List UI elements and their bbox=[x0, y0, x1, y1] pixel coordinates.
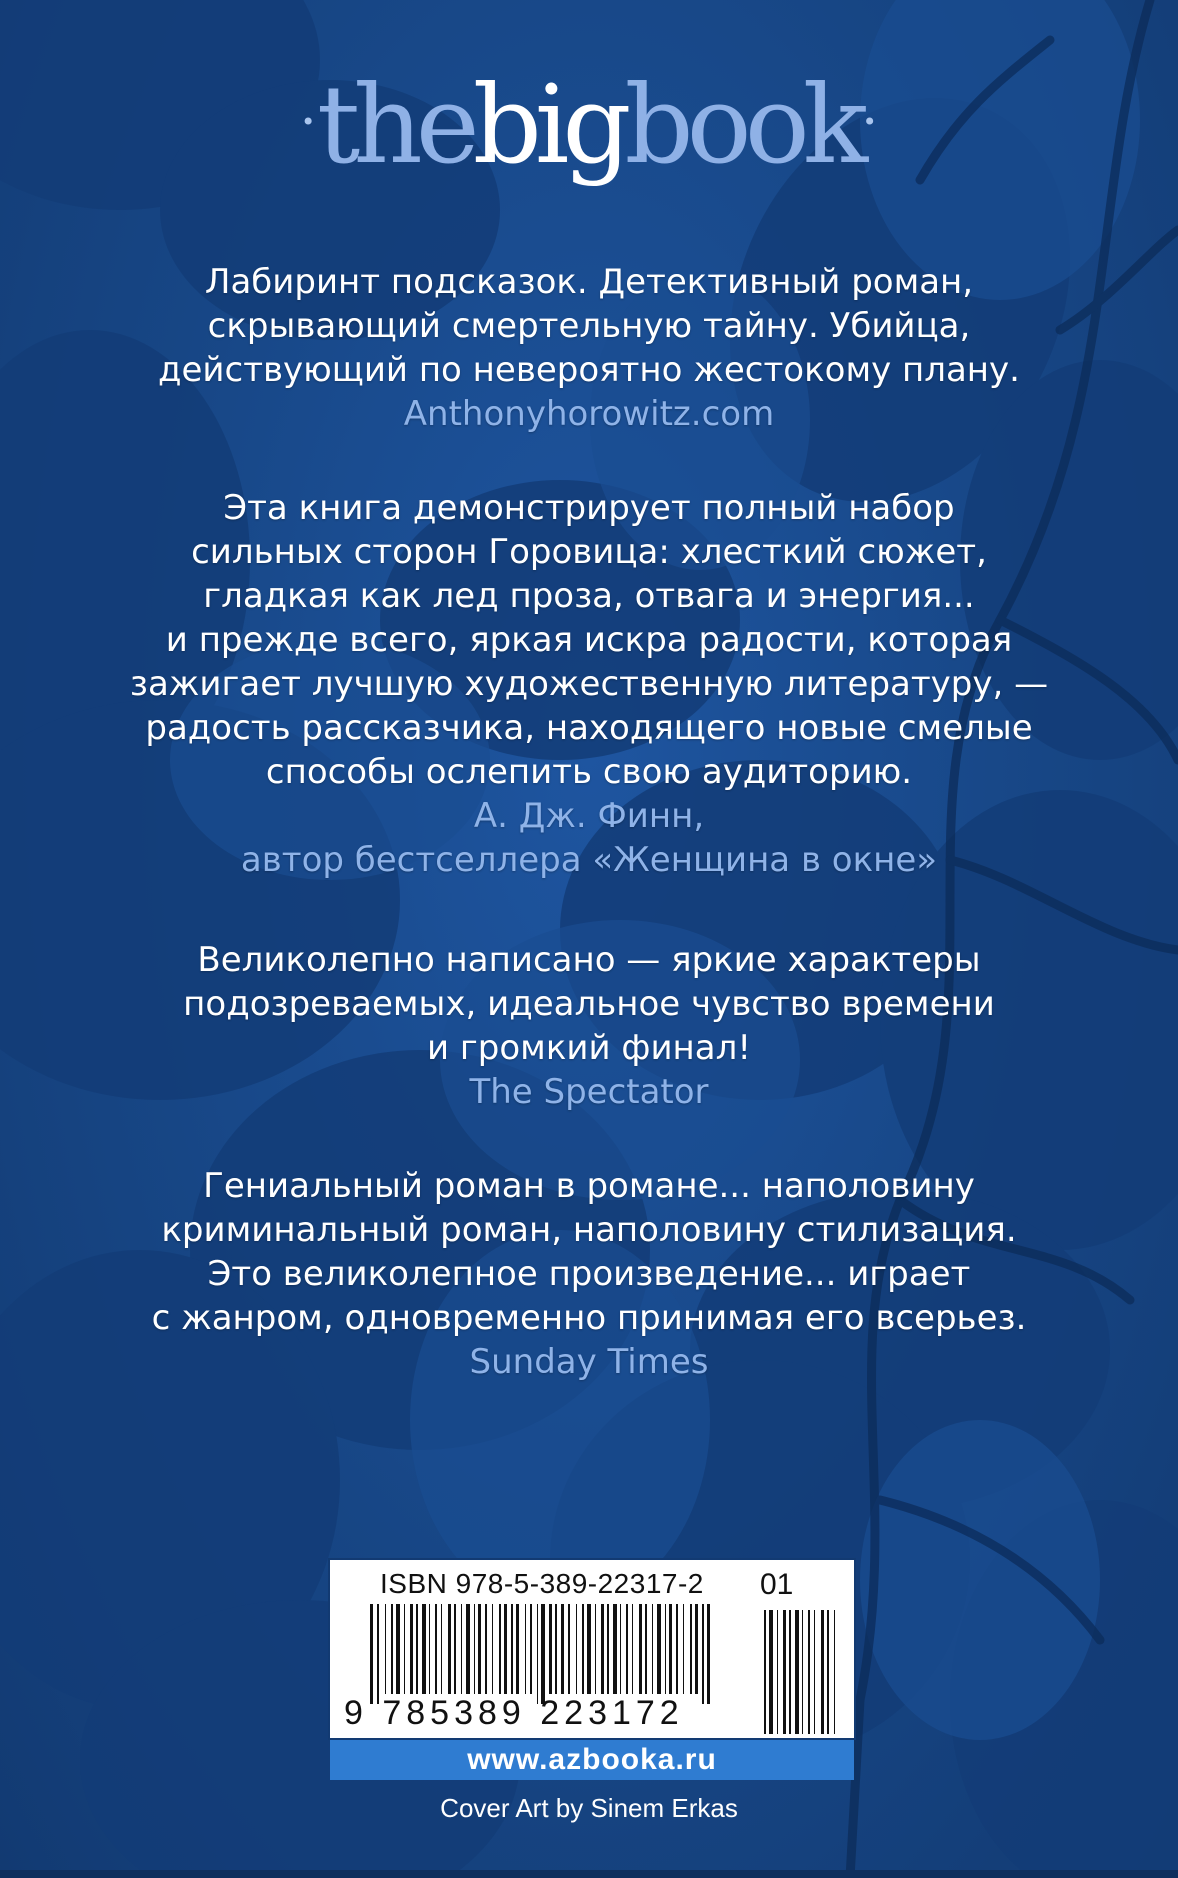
barcode-bar bbox=[377, 1604, 379, 1704]
addon-bar bbox=[827, 1610, 829, 1734]
quote-source: автор бестселлера «Женщина в окне» bbox=[240, 840, 938, 880]
barcode-bar bbox=[676, 1604, 678, 1694]
barcode-bar bbox=[516, 1604, 519, 1694]
barcode-bar bbox=[525, 1604, 526, 1694]
barcode-bar bbox=[582, 1604, 584, 1694]
barcode-bar bbox=[607, 1604, 609, 1694]
barcode-bar bbox=[441, 1604, 442, 1694]
review-quote bbox=[60, 260, 1118, 436]
barcode-bar bbox=[511, 1604, 513, 1694]
addon-bar bbox=[834, 1610, 835, 1734]
addon-bar bbox=[821, 1610, 824, 1734]
quote-line: Лабиринт подсказок. Детективный роман, bbox=[204, 262, 974, 302]
barcode-bar bbox=[652, 1604, 653, 1694]
barcode-bar bbox=[639, 1604, 642, 1694]
quote-line: Эта книга демонстрирует полный набор bbox=[223, 488, 955, 528]
barcode-bar bbox=[632, 1604, 633, 1694]
barcode-bar bbox=[620, 1604, 621, 1694]
barcode-bar bbox=[683, 1604, 684, 1694]
barcode-bar bbox=[549, 1604, 552, 1694]
quote-source: Sunday Times bbox=[469, 1342, 709, 1382]
quote-line: действующий по невероятно жестокому плану. bbox=[158, 350, 1020, 390]
barcode-bar bbox=[474, 1604, 475, 1694]
quote-source: The Spectator bbox=[469, 1072, 709, 1112]
cover-art-credit: Cover Art by Sinem Erkas bbox=[440, 1793, 738, 1823]
barcode-bar bbox=[396, 1604, 400, 1694]
barcode-bar bbox=[448, 1604, 451, 1694]
quote-line: с жанром, одновременно принимая его всерьез. bbox=[151, 1298, 1027, 1338]
barcode-bar bbox=[541, 1604, 545, 1704]
barcode-bar bbox=[492, 1604, 493, 1694]
barcode-bar bbox=[695, 1604, 698, 1694]
barcode-bar bbox=[601, 1604, 604, 1694]
quote-source: Anthonyhorowitz.com bbox=[403, 394, 775, 434]
barcode-bar bbox=[587, 1604, 591, 1694]
addon-bar bbox=[769, 1610, 773, 1734]
addon-bar bbox=[795, 1610, 799, 1734]
barcode-bar bbox=[626, 1604, 628, 1694]
barcode-bar bbox=[669, 1604, 672, 1694]
quote-line: подозреваемых, идеальное чувство времени bbox=[183, 984, 995, 1024]
barcode-bar bbox=[435, 1604, 437, 1694]
barcode-bar bbox=[537, 1604, 538, 1704]
barcode-bar bbox=[707, 1604, 710, 1704]
barcode-bar bbox=[454, 1604, 456, 1694]
barcode-bar bbox=[665, 1604, 666, 1694]
barcode-bar bbox=[576, 1604, 577, 1694]
barcode-bar bbox=[568, 1604, 570, 1694]
barcode-bar bbox=[404, 1604, 405, 1694]
barcode-digits: 9 785389 223172 bbox=[344, 1694, 684, 1732]
barcode-bar bbox=[499, 1604, 501, 1694]
addon-bar bbox=[814, 1610, 815, 1734]
barcode-bar bbox=[561, 1604, 564, 1694]
barcode-bar bbox=[461, 1604, 462, 1694]
review-quote bbox=[60, 938, 1118, 1114]
quote-line: и прежде всего, яркая искра радости, которая bbox=[165, 620, 1013, 660]
barcode-bar bbox=[504, 1604, 507, 1694]
bottom-edge bbox=[0, 1870, 1178, 1878]
quote-line: зажигает лучшую художественную литературу, — bbox=[129, 664, 1049, 704]
publisher-url: www.azbooka.ru bbox=[330, 1740, 854, 1780]
barcode-bar bbox=[657, 1604, 661, 1694]
quote-line: сильных сторон Горовица: хлесткий сюжет, bbox=[191, 532, 987, 572]
barcode-bar bbox=[690, 1604, 692, 1694]
barcode-bar bbox=[416, 1604, 418, 1694]
barcode-bar bbox=[555, 1604, 557, 1694]
addon-bar bbox=[783, 1610, 786, 1734]
isbn-barcode bbox=[328, 1558, 856, 1740]
barcode-bar bbox=[466, 1604, 470, 1694]
barcode-bar bbox=[422, 1604, 426, 1694]
quote-line: Гениальный роман в романе... наполовину bbox=[203, 1166, 975, 1206]
addon-bar bbox=[789, 1610, 791, 1734]
barcode-bar bbox=[370, 1604, 373, 1704]
barcode-bar bbox=[429, 1604, 430, 1694]
quote-line: и громкий финал! bbox=[427, 1028, 751, 1068]
isbn-label: ISBN 978-5-389-22317-2 bbox=[380, 1568, 704, 1599]
quote-line: криминальный роман, наполовину стилизация. bbox=[161, 1210, 1017, 1250]
barcode-bar bbox=[645, 1604, 647, 1694]
barcode-bar bbox=[702, 1604, 704, 1704]
quote-line: способы ослепить свою аудиторию. bbox=[265, 752, 913, 792]
barcode-bar bbox=[530, 1604, 532, 1694]
addon-bar bbox=[808, 1610, 810, 1734]
barcode-bar bbox=[410, 1604, 413, 1694]
addon-bar bbox=[764, 1610, 766, 1734]
barcode-bar bbox=[385, 1604, 386, 1694]
barcode-bar bbox=[391, 1604, 393, 1694]
barcode-bar bbox=[478, 1604, 481, 1694]
addon-bar bbox=[777, 1610, 778, 1734]
review-quote bbox=[60, 1164, 1118, 1384]
barcode-bar bbox=[485, 1604, 487, 1694]
quote-source: А. Дж. Финн, bbox=[473, 796, 705, 836]
quote-line: радость рассказчика, находящего новые смелые bbox=[145, 708, 1033, 748]
quote-line: гладкая как лед проза, отвага и энергия... bbox=[203, 576, 975, 616]
quote-line: Это великолепное произведение... играет bbox=[207, 1254, 971, 1294]
addon-bar bbox=[802, 1610, 803, 1734]
review-quote bbox=[60, 486, 1118, 882]
publisher-logo: ·thebigbook· bbox=[299, 63, 879, 188]
isbn-addon: 01 bbox=[760, 1568, 794, 1601]
quote-line: скрывающий смертельную тайну. Убийца, bbox=[207, 306, 971, 346]
barcode-bar bbox=[613, 1604, 617, 1694]
barcode-bar bbox=[595, 1604, 596, 1694]
quote-line: Великолепно написано — яркие характеры bbox=[197, 940, 981, 980]
